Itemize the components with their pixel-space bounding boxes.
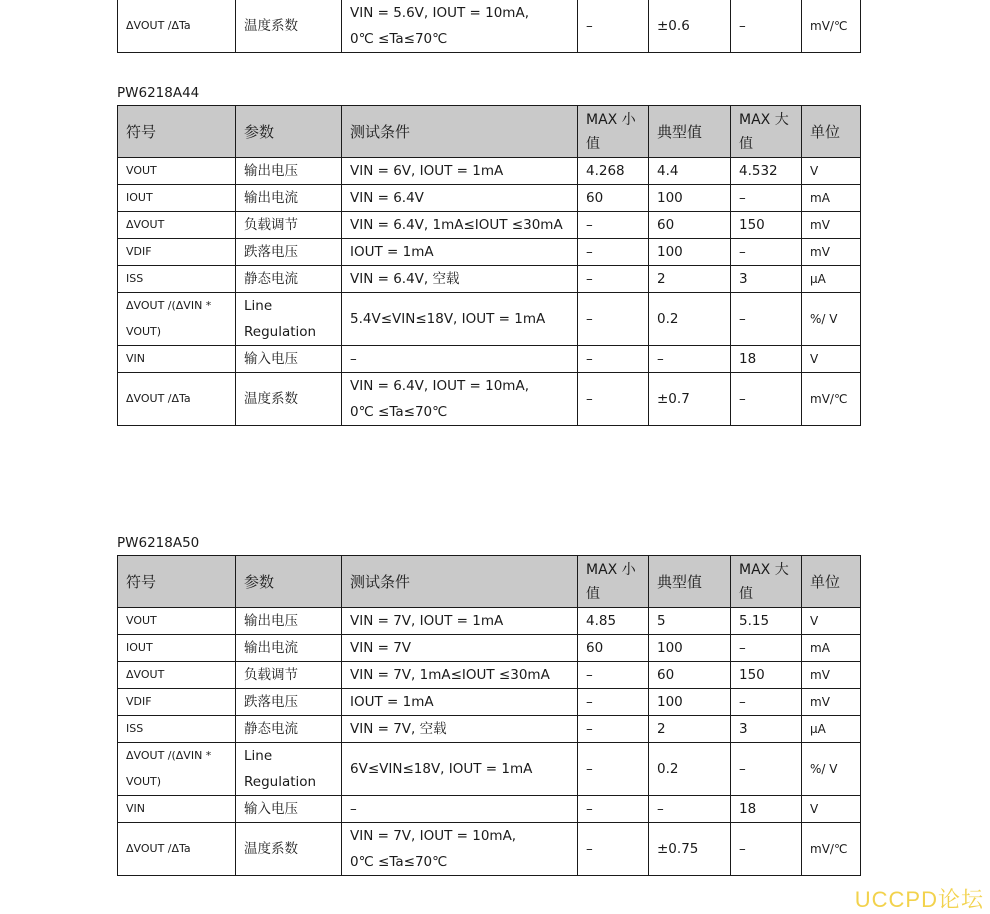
- condition-line: VIN = 7V, 空载: [350, 721, 447, 737]
- cell-symbol: ISS: [118, 266, 236, 293]
- cell-unit: mA: [802, 635, 861, 662]
- condition-line: VIN = 7V, IOUT = 10mA,: [350, 828, 517, 844]
- section-title-a50: PW6218A50: [117, 535, 200, 551]
- cell-max: –: [731, 239, 802, 266]
- cell-condition: [342, 266, 578, 293]
- cell-min: 4.268: [578, 158, 649, 185]
- cell-unit: mV/℃: [802, 373, 861, 426]
- table-row: [118, 158, 861, 185]
- condition-line: VIN = 6.4V, 空载: [350, 271, 460, 287]
- cell-parameter: 负载调节: [236, 662, 342, 689]
- cell-min: –: [578, 212, 649, 239]
- table-row: [118, 346, 861, 373]
- cell-condition: [342, 346, 578, 373]
- cell-min: –: [578, 796, 649, 823]
- cell-typical: 60: [649, 212, 731, 239]
- cell-condition: [342, 823, 578, 876]
- cell-condition: [342, 796, 578, 823]
- cell-symbol: VOUT: [118, 158, 236, 185]
- cell-condition: [342, 608, 578, 635]
- cell-typical: –: [649, 796, 731, 823]
- condition-line: VIN = 6.4V, 1mA≤IOUT ≤30mA: [350, 217, 563, 233]
- cell-min: 4.85: [578, 608, 649, 635]
- condition-line: 6V≤VIN≤18V, IOUT = 1mA: [350, 761, 533, 777]
- spec-table-a50: [117, 555, 861, 876]
- cell-symbol: VOUT: [118, 608, 236, 635]
- cell-unit: V: [802, 608, 861, 635]
- cell-condition: [342, 743, 578, 796]
- cell-condition: [342, 716, 578, 743]
- cell-condition: [342, 689, 578, 716]
- cell-unit: V: [802, 796, 861, 823]
- cell-min: 60: [578, 185, 649, 212]
- cell-typical: 100: [649, 689, 731, 716]
- cell-symbol: ISS: [118, 716, 236, 743]
- cell-parameter: 负载调节: [236, 212, 342, 239]
- table-row: [118, 293, 861, 346]
- header-parameter: 参数: [236, 556, 342, 608]
- cell-max: 18: [731, 796, 802, 823]
- table-row: [118, 743, 861, 796]
- cell-parameter: 输出电流: [236, 185, 342, 212]
- cell-typical: 0.2: [649, 743, 731, 796]
- condition-line: VIN = 6V, IOUT = 1mA: [350, 163, 504, 179]
- condition-line: VIN = 7V: [350, 640, 412, 656]
- cell-min: –: [578, 373, 649, 426]
- cell-typical: 100: [649, 185, 731, 212]
- cell-unit: μA: [802, 266, 861, 293]
- cell-unit: V: [802, 346, 861, 373]
- cell-condition: [342, 635, 578, 662]
- header-max: MAX 大值: [731, 556, 802, 608]
- cell-parameter: 跌落电压: [236, 239, 342, 266]
- condition-line: 0℃ ≤Ta≤70℃: [350, 854, 448, 870]
- cell-min: –: [578, 293, 649, 346]
- cell-symbol: VDIF: [118, 689, 236, 716]
- cell-parameter: 输出电压: [236, 158, 342, 185]
- spec-table-a44: [117, 105, 861, 426]
- cell-max: –: [731, 823, 802, 876]
- table-row: [118, 373, 861, 426]
- cell-min: –: [578, 689, 649, 716]
- cell-parameter: 温度系数: [236, 373, 342, 426]
- cell-parameter: 输出电压: [236, 608, 342, 635]
- cell-typical: 100: [649, 239, 731, 266]
- cell-min: –: [578, 743, 649, 796]
- cell-typical: ±0.7: [649, 373, 731, 426]
- cell-condition: [342, 239, 578, 266]
- spec-table-continued: [117, 0, 861, 53]
- cell-condition: [342, 212, 578, 239]
- header-parameter: 参数: [236, 106, 342, 158]
- header-min: MAX 小值: [578, 106, 649, 158]
- cell-symbol: ΔVOUT /(ΔVIN * VOUT): [118, 743, 236, 796]
- condition-line: 0℃ ≤Ta≤70℃: [350, 31, 448, 47]
- cell-min: –: [578, 716, 649, 743]
- header-condition: 测试条件: [342, 556, 578, 608]
- cell-unit: %/ V: [802, 743, 861, 796]
- table-row: [118, 185, 861, 212]
- cell-parameter: 温度系数: [236, 823, 342, 876]
- header-unit: 单位: [802, 556, 861, 608]
- condition-line: VIN = 7V, IOUT = 1mA: [350, 613, 504, 629]
- table-row: [118, 0, 861, 53]
- cell-max: –: [731, 373, 802, 426]
- header-symbol: 符号: [118, 106, 236, 158]
- table-row: [118, 823, 861, 876]
- cell-unit: V: [802, 158, 861, 185]
- cell-min: –: [578, 823, 649, 876]
- table-row: [118, 239, 861, 266]
- cell-parameter: 输出电流: [236, 635, 342, 662]
- header-typical: 典型值: [649, 106, 731, 158]
- table-row: [118, 608, 861, 635]
- condition-line: 5.4V≤VIN≤18V, IOUT = 1mA: [350, 311, 546, 327]
- cell-condition: [342, 0, 578, 53]
- table-row: [118, 716, 861, 743]
- condition-line: VIN = 6.4V, IOUT = 10mA,: [350, 378, 529, 394]
- condition-line: VIN = 6.4V: [350, 190, 424, 206]
- cell-parameter: 输入电压: [236, 796, 342, 823]
- cell-typical: –: [649, 346, 731, 373]
- condition-line: –: [350, 801, 357, 817]
- cell-unit: mV: [802, 689, 861, 716]
- condition-line: –: [350, 351, 357, 367]
- cell-parameter: Line Regulation: [236, 743, 342, 796]
- cell-min: –: [578, 346, 649, 373]
- watermark-text: UCCPD论坛: [854, 887, 984, 912]
- cell-min: 60: [578, 635, 649, 662]
- cell-condition: [342, 185, 578, 212]
- cell-unit: mA: [802, 185, 861, 212]
- section-title-a44: PW6218A44: [117, 85, 200, 101]
- cell-max: –: [731, 743, 802, 796]
- cell-max: –: [731, 185, 802, 212]
- cell-min: –: [578, 0, 649, 53]
- table-row: [118, 635, 861, 662]
- header-min: MAX 小值: [578, 556, 649, 608]
- cell-min: –: [578, 266, 649, 293]
- cell-symbol: ΔVOUT /ΔTa: [118, 823, 236, 876]
- cell-condition: [342, 373, 578, 426]
- cell-unit: mV: [802, 239, 861, 266]
- cell-typical: 100: [649, 635, 731, 662]
- cell-condition: [342, 158, 578, 185]
- cell-max: 5.15: [731, 608, 802, 635]
- header-typical: 典型值: [649, 556, 731, 608]
- cell-max: 18: [731, 346, 802, 373]
- cell-min: –: [578, 239, 649, 266]
- cell-typical: ±0.6: [649, 0, 731, 53]
- cell-typical: ±0.75: [649, 823, 731, 876]
- cell-parameter: 静态电流: [236, 716, 342, 743]
- condition-line: 0℃ ≤Ta≤70℃: [350, 404, 448, 420]
- cell-max: –: [731, 0, 802, 53]
- cell-symbol: VIN: [118, 346, 236, 373]
- cell-symbol: ΔVOUT: [118, 212, 236, 239]
- cell-condition: [342, 662, 578, 689]
- table-row: [118, 689, 861, 716]
- table-row: [118, 796, 861, 823]
- cell-parameter: 静态电流: [236, 266, 342, 293]
- cell-unit: mV: [802, 662, 861, 689]
- cell-parameter: 跌落电压: [236, 689, 342, 716]
- condition-line: VIN = 7V, 1mA≤IOUT ≤30mA: [350, 667, 550, 683]
- header-unit: 单位: [802, 106, 861, 158]
- cell-typical: 60: [649, 662, 731, 689]
- cell-max: 3: [731, 716, 802, 743]
- cell-condition: [342, 293, 578, 346]
- cell-max: 4.532: [731, 158, 802, 185]
- table-header-row: [118, 556, 861, 608]
- table-row: [118, 266, 861, 293]
- header-max: MAX 大值: [731, 106, 802, 158]
- cell-parameter: 输入电压: [236, 346, 342, 373]
- cell-max: –: [731, 293, 802, 346]
- condition-line: VIN = 5.6V, IOUT = 10mA,: [350, 5, 529, 21]
- cell-unit: mV/℃: [802, 823, 861, 876]
- header-symbol: 符号: [118, 556, 236, 608]
- cell-parameter: 温度系数: [236, 0, 342, 53]
- cell-parameter: Line Regulation: [236, 293, 342, 346]
- cell-symbol: ΔVOUT: [118, 662, 236, 689]
- header-condition: 测试条件: [342, 106, 578, 158]
- cell-typical: 2: [649, 266, 731, 293]
- cell-symbol: ΔVOUT /ΔTa: [118, 373, 236, 426]
- cell-unit: μA: [802, 716, 861, 743]
- cell-symbol: IOUT: [118, 185, 236, 212]
- cell-typical: 5: [649, 608, 731, 635]
- cell-max: 150: [731, 662, 802, 689]
- cell-max: 150: [731, 212, 802, 239]
- cell-symbol: VIN: [118, 796, 236, 823]
- cell-unit: mV/℃: [802, 0, 861, 53]
- cell-typical: 4.4: [649, 158, 731, 185]
- cell-max: –: [731, 689, 802, 716]
- cell-symbol: VDIF: [118, 239, 236, 266]
- condition-line: IOUT = 1mA: [350, 694, 434, 710]
- cell-symbol: ΔVOUT /(ΔVIN * VOUT): [118, 293, 236, 346]
- cell-max: 3: [731, 266, 802, 293]
- cell-unit: %/ V: [802, 293, 861, 346]
- cell-min: –: [578, 662, 649, 689]
- cell-symbol: ΔVOUT /ΔTa: [118, 0, 236, 53]
- condition-line: IOUT = 1mA: [350, 244, 434, 260]
- cell-symbol: IOUT: [118, 635, 236, 662]
- cell-typical: 0.2: [649, 293, 731, 346]
- table-row: [118, 212, 861, 239]
- table-header-row: [118, 106, 861, 158]
- cell-max: –: [731, 635, 802, 662]
- table-row: [118, 662, 861, 689]
- cell-typical: 2: [649, 716, 731, 743]
- cell-unit: mV: [802, 212, 861, 239]
